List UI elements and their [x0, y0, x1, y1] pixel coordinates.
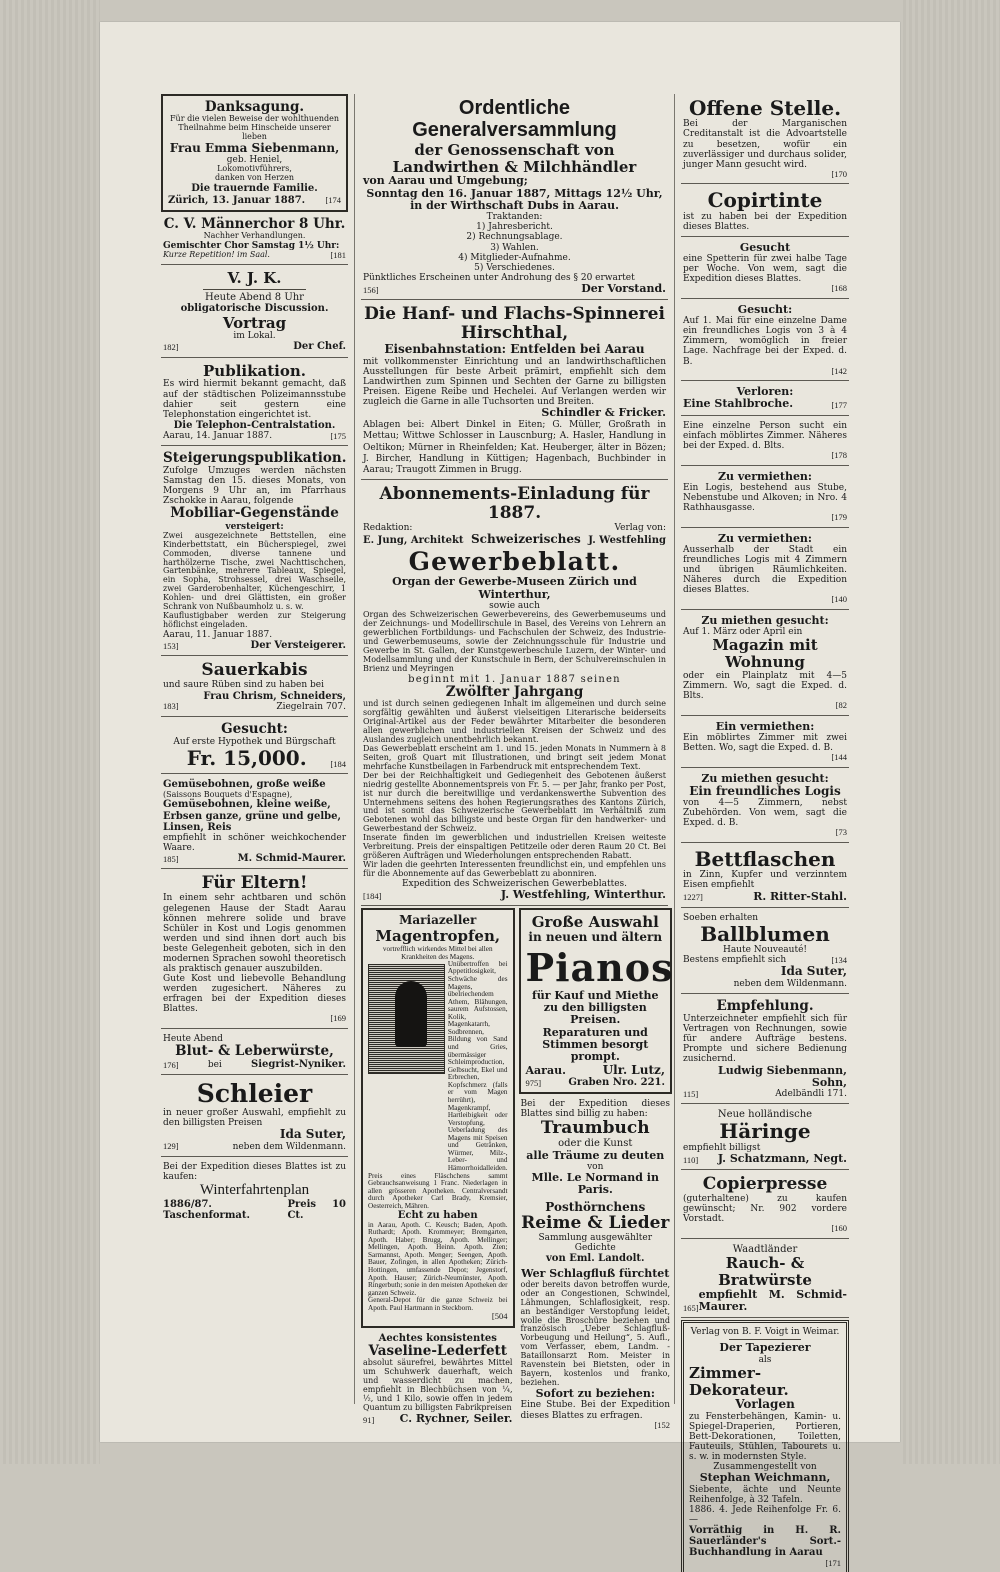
divider [203, 289, 306, 290]
station-line: Eisenbahnstation: Entfelden bei Aarau [363, 343, 666, 356]
ad-number: [142 [683, 367, 847, 377]
ad-ballblumen [681, 910, 849, 994]
ad-body: Für die vielen Beweise der wohlthuenden Theilnahme beim Hinscheide unserer lieben [168, 115, 341, 142]
von-label: von [521, 1162, 671, 1172]
ad-heading: Zimmer-Dekorateur. [689, 1365, 841, 1399]
deceased-name: Frau Emma Siebenmann, [168, 142, 341, 155]
ad-line-1: Der Tapezierer [689, 1342, 841, 1354]
ad-body: ist zu haben bei der Expedition dieses Blattes. [683, 212, 847, 232]
book-author: Mlle. Le Normand in Paris. [521, 1172, 671, 1197]
ad-line-4: Erbsen ganze, grüne und gelbe, [163, 811, 346, 822]
ad-body-2: oder ein Plainplatz mit 4—5 Zimmern. Wo, sagt die Exped. d. Blts. [683, 671, 847, 701]
ad-heading: Ballblumen [683, 923, 847, 945]
ad-number: [179 [683, 513, 847, 523]
ad-heading: Pianos [526, 949, 666, 987]
signer: Die Telephon-Centralstation. [163, 420, 346, 431]
ad-winterfahrtenplan [161, 1159, 348, 1225]
seller-name: Ulr. Lutz, [603, 1064, 665, 1077]
seller-name: Ida Suter, [683, 965, 847, 978]
expedition-line: Expedition des Schweizerischen Gewerbeblattes. [363, 879, 666, 889]
ad-body: Auf 1. Mai für eine einzelne Dame ein freundliches Logis von 3 à 4 Zimmern, womöglich in freier Lage. Nachfrage bei der Exped. d. B. [683, 316, 847, 366]
ad-number: [504 [368, 1312, 508, 1322]
newspaper-page [100, 22, 900, 1442]
ad-subheading: vortrefflich wirkendes Mittel bei allen Krankheiten des Magens. [368, 945, 508, 961]
ad-heading: Zu miethen gesucht: [683, 615, 847, 627]
ad-heading: Gesucht [683, 242, 847, 254]
ad-body: Bestens empfiehlt sich [683, 955, 786, 965]
ad-heading: Danksagung. [168, 100, 341, 115]
ad-line-1: Große Auswahl [526, 914, 666, 931]
jahrgang: Zwölfter Jahrgang [363, 685, 666, 700]
ad-body-4: Der bei der Reichhaltigkeit und Gediegenheit des Gebotenen äußerst niedrig gestellte Abonnementspreis von Fr. 5. — per Jahr, franko per Post, ist nur durch die bereitwillige und verdankenswerthe Subvention des Unternehmens seitens des hohen Regierungsrathes des Kantons Zürich, und ist somit das Schweizerische Gewerbeblatt im Verhältniß zum Gebotenen wohl das billigste und beste Organ für den handwerker- und Gewerbestand der Schweiz. [363, 772, 666, 835]
ad-body: Es wird hiermit bekannt gemacht, daß auf der städtischen Polizeimannsstube dahier seit gestern eine Telephonstation eingerichtet ist. [163, 379, 346, 419]
ad-heading: Sauerkabis [163, 661, 346, 680]
ad-heading: V. J. K. [163, 270, 346, 287]
agenda-title: Traktanden: [363, 212, 666, 222]
ad-number: [177 [831, 401, 847, 411]
ad-body: In einem sehr achtbaren und schön gelegenen Hause der Stadt Aarau können mehrere solide und brave Schüler in Kost und Logis genommen werden und sind ihnen dort auch bis beste Gelegenheit geboten, sich in den modernen Sprachen sowohl theoretisch als praktisch genauer auszubilden. [163, 893, 346, 974]
redaktion-label: Redaktion: [363, 523, 412, 533]
ad-body-3: Das Gewerbeblatt erscheint am 1. und 15. jeden Monats in Nummern à 8 Seiten, groß Quart mit Illustrationen, und bringt seit jedem Monat mehrfache Kunstbeilagen in Farbendruck mit entsprechendem Text. [363, 745, 666, 772]
seller-name: Frau Chrism, Schneiders, [163, 691, 346, 702]
ad-heading: Zu miethen gesucht: [683, 773, 847, 785]
ad-subheading-2: von Aarau und Umgebung; [363, 174, 528, 187]
ad-line-1: Heute Abend 8 Uhr [163, 292, 346, 303]
ad-line-2: als [689, 1355, 841, 1365]
ad-line-1: Gemüsebohnen, große weiße [163, 779, 346, 790]
divider [729, 1339, 801, 1340]
column-right [675, 94, 855, 1404]
begin-line: beginnt mit 1. Januar 1887 seinen [363, 674, 666, 685]
stock-line: Vorräthig in H. R. Sauerländer's Sort.-Buchhandlung in Aarau [689, 1525, 841, 1559]
ad-heading: Abonnements-Einladung für 1887. [363, 485, 666, 523]
ad-copierpresse [681, 1172, 849, 1239]
columns-container [155, 94, 855, 1404]
ad-gesucht-logis [681, 301, 849, 381]
seller-address: neben dem Wildenmann. [233, 1142, 346, 1152]
ad-number: [140 [683, 595, 847, 605]
ad-number: 110] [683, 1156, 698, 1166]
ad-line-2: Gemischter Chor Samstag 1½ Uhr: [163, 241, 346, 251]
ad-heading: Steigerungspublikation. [163, 451, 346, 466]
agenda-item: 1) Jahresbericht. [363, 222, 666, 232]
ad-heading: Ein vermiethen: [683, 721, 847, 733]
agenda-item: 5) Verschiedenes. [363, 263, 666, 273]
ad-number: 153] [163, 642, 179, 652]
ad-subheading-2: versteigert: [163, 522, 346, 532]
place-date: Zürich, 13. Januar 1887. [168, 195, 305, 206]
ad-number: [82 [683, 701, 847, 711]
ad-number: [73 [683, 828, 847, 838]
ad-body: empfiehlt billigst [683, 1143, 847, 1153]
signer: empfiehlt M. Schmid-Maurer. [699, 1289, 847, 1314]
column-left [155, 94, 355, 1404]
organ-line: Organ der Gewerbe-Museen Zürich und Winterthur, [363, 576, 666, 601]
ad-body: Bei der Marganischen Creditanstalt ist die Advoartstelle zu besetzen, wofür ein zuverlässiger und durchaus solider, junger Mann gesucht wird. [683, 119, 847, 169]
ad-subheading: der Genossenschaft von Landwirthen & Milchhändler [363, 142, 666, 176]
ad-heading: Vaseline-Lederfett [363, 1344, 513, 1359]
publication-title: Gewerbeblatt. [363, 548, 666, 576]
ad-number: [175 [330, 432, 346, 442]
madonna-illustration [368, 964, 445, 1074]
signer: R. Ritter-Stahl. [753, 891, 847, 903]
ad-number: [170 [683, 170, 847, 180]
ad-body: in neuer großer Auswahl, empfiehlt zu den billigsten Preisen [163, 1108, 346, 1128]
ad-steigerungspublikation [161, 448, 348, 656]
book-title-3: Wer Schlagfluß fürchtet [521, 1268, 671, 1280]
ad-heading: Schleier [163, 1080, 346, 1108]
price-line: 1886. 4. Jede Reihenfolge Fr. 6. — [689, 1505, 841, 1525]
ad-heading: Rauch- & Bratwürste [683, 1255, 847, 1289]
page-margin-left [0, 0, 100, 1464]
ad-body: Unübertroffen bei Appetitlosigkeit, Schwäche des Magens, übelriechendem Athem, Blähungen, saurem Aufstossen, Kolik, Magenkatarrh, Sodbrennen, Bildung von Sand und Gries, übermässiger Schleimproduction, Gelbsucht, Ekel und Erbrechen, Kopfschmerz (falls er vom Magen herrührt), Magenkrampf, Hartleibigkeit oder Verstopfung, Ueberladung des Magens mit Speisen und Getränken, Würmer, Milz-, Leber- und Hämorrhoidalleiden. [448, 961, 508, 1173]
ad-abonnement-gewerbeblatt [361, 482, 668, 907]
sowie-line: sowie auch [363, 601, 666, 611]
book-sub-2: alle Träume zu deuten [521, 1150, 671, 1162]
ad-body: empfiehlt in schöner weichkochender Waare. [163, 833, 346, 853]
ad-pianos [519, 908, 673, 1094]
seller-address: neben dem Wildenmann. [683, 979, 847, 989]
signer: J. Westfehling, Winterthur. [501, 889, 666, 901]
ad-line-2: (Saissons Bouquets d'Espagne), [163, 791, 346, 800]
ad-body-2: und ist durch seinen gediegenen Inhalt im allgemeinen und durch seine sorgfältig gewählten und äußerst vielseitigen Literarische beiderseits Original-Artikel aus der Feder bewährter Mitarbeiter die besonderen allen gewerblichen und industriellen Kreisen der Schweiz und des Auslandes zugleich unentbehrlich bekannt. [363, 700, 666, 745]
ad-line-1: Soeben erhalten [683, 913, 847, 923]
ad-blut-leberwuerste [161, 1031, 348, 1075]
place-date: Aarau, 11. Januar 1887. [163, 630, 346, 640]
ad-body: von 4—5 Zimmern, nebst Zubehörden. Von wem, sagt die Exped. d. B. [683, 798, 847, 828]
publication-country: Schweizerisches [464, 533, 589, 546]
ad-body: Zufolge Umzuges werden nächsten Samstag den 15. dieses Monats, von Morgens 9 Uhr an, im Pfarrhaus Zschokke in Aarau, folgende [163, 466, 346, 506]
ad-heading: Bettflaschen [683, 848, 847, 870]
agents-list: Albert Dinkel in Eiten; G. Müller, Großrath in Mettau; Wittwe Schlosser in Lauscnburg; A. Hasler, Handlung in Oeltikon; Mürner in Rheinfelden; Kat. Heuberger, älter in Bözen; J. Bircher, Handlung in Küttigen; Hagenbach, Buchbinder in Aarau; Traugott Zimmen in Brugg. [363, 420, 666, 474]
ad-heading: Empfehlung. [683, 999, 847, 1014]
signer: Schindler & Fricker. [363, 407, 666, 419]
ad-body-3: Siebente, ächte und Neunte Reihenfolge, à 32 Tafeln. [689, 1485, 841, 1505]
ad-body: Auf erste Hypothek und Bürgschaft [163, 737, 346, 747]
ad-mariazeller-magentropfen [361, 908, 515, 1327]
ad-heading: Die Hanf- und Flachs-Spinnerei Hirschthal, [363, 305, 666, 343]
ad-number: 91] [363, 1416, 374, 1426]
ad-line-5: Linsen, Reis [163, 822, 346, 833]
ad-gesucht-spetterin [681, 239, 849, 299]
ad-copirtinte [681, 186, 849, 237]
signer: Siegrist-Nyniker. [251, 1059, 346, 1070]
einladung-text: Wir laden die geehrten Interessenten freundlichst ein, und empfehlen uns für die Abonnemente auf das Gewerbeblatt zu abonniren. [363, 861, 666, 879]
ad-heading: Magentropfen, [368, 928, 508, 945]
ad-line-4: im Lokal. [163, 331, 346, 341]
ad-number: 185] [163, 855, 179, 865]
ad-vjk [161, 267, 348, 357]
ad-title: Ein freundliches Logis [683, 785, 847, 798]
ad-body: für Kauf und Miethe zu den billigsten Preisen. [526, 990, 666, 1027]
ad-heading: Gesucht: [163, 722, 346, 737]
thanks-text: danken von Herzen [168, 174, 341, 183]
ad-offene-stelle [681, 94, 849, 184]
ad-number: 115] [683, 1090, 698, 1100]
ad-gesucht-zimmer [681, 418, 849, 466]
depot-title: Echt zu haben [368, 1210, 508, 1221]
ad-body: Ausserhalb der Stadt ein freundliches Logis mit 4 Zimmern und übrigen Räumlichkeiten. Näheres durch die Expedition dieses Blattes. [683, 545, 847, 595]
ad-number: 975] [526, 1079, 542, 1089]
ad-note: Pünktliches Erscheinen unter Androhung des § 20 erwartet [363, 273, 666, 283]
ad-body: Ein möblirtes Zimmer mit zwei Betten. Wo, sagt die Exped. d. B. [683, 733, 847, 753]
ad-body: absolut säurefrei, bewährtes Mittel um Schuhwerk dauerhaft, weich und wasserdicht zu machen, empfiehlt in Blechbüchsen von ¼, ½, und 1 Kilo, sowie offen in jedem Quantum zu billigsten Fabrikpreisen [363, 1359, 513, 1413]
ad-number: [144 [683, 753, 847, 763]
agenda-item: 2) Rechnungsablage. [363, 232, 666, 242]
ad-rauch-bratwuerste [681, 1241, 849, 1318]
ad-number: [169 [163, 1014, 346, 1024]
ad-gesucht-hypothek [161, 719, 348, 775]
ad-line-3: Gemüsebohnen, kleine weiße, [163, 799, 346, 810]
ad-number: [160 [683, 1224, 847, 1234]
city: Aarau. [526, 1065, 566, 1077]
signer: C. Rychner, Seiler. [400, 1413, 513, 1425]
ad-spinnerei [361, 302, 668, 480]
ad-body: mit vollkommenster Einrichtung und an landwirthschaftlichen Ausstellungen für beste Arbeit prämirt, empfiehlt sich dem Landwirthen zum Spinnen und Sechten der Garne zu billigsten Preisen. Eigene Reibe und Hechelei. Auf Verlangen werden wir zugleich die Garne in alle Tuchsorten und Breiten. [363, 357, 666, 407]
ad-number: [174 [325, 196, 341, 206]
agenda-item: 4) Mitglieder-Aufnahme. [363, 253, 666, 263]
inserate-info: Inserate finden im gewerblichen und industriellen Kreisen weiteste Verbreitung. Preis der einspaltigen Petitzeile oder deren Raum 20 Ct. Bei größeren Aufträgen und Wiederholungen entsprechenden Rabatt. [363, 834, 666, 861]
ad-haeringe [681, 1106, 849, 1170]
signer: Die trauernde Familie. [168, 183, 341, 194]
ad-body: Eine Stahlbroche. [683, 398, 793, 410]
ad-number: 176] [163, 1061, 179, 1071]
ad-body: Eine einzelne Person sucht ein einfach möblirtes Zimmer. Näheres bei der Exped. d. Blts. [683, 421, 847, 451]
general-depot: General-Depot für die ganze Schweiz bei Apoth. Paul Hartmann in Steckborn. [368, 1297, 508, 1312]
book-title: Traumbuch [521, 1119, 671, 1138]
ad-body: eine Spetterin für zwei halbe Tage per Woche. Von wem, sagt die Expedition dieses Blattes. [683, 254, 847, 284]
signer: Der Vorstand. [581, 283, 666, 295]
ad-schleier [161, 1077, 348, 1157]
signer: Ludwig Siebenmann, Sohn, [683, 1065, 847, 1090]
ad-heading: C. V. Männerchor 8 Uhr. [163, 217, 346, 232]
ad-body-2: Zwei ausgezeichnete Bettstellen, eine Kinderbettstatt, ein Bücherspiegel, zwei Commoden, diverse tannene und harthölzerne Tische, zwei Nachttischchen, Gartenbänke, mehrere Tableaux, Spiegel, ein Sopha, Strohsessel, drei Waschseile, zwei Garderobenhalter, Küchengeschirr, 1 Kohlen- und drei Glättisten, ein großer Schrank von Nußbaumholz u. s. w. [163, 532, 346, 613]
ad-heading: Verloren: [683, 386, 847, 398]
signer: Der Versteigerer. [251, 640, 346, 651]
ad-line-1: Aechtes konsistentes [363, 1333, 513, 1344]
ad-title: Magazin mit Wohnung [683, 637, 847, 671]
ad-body: Unterzeichneter empfiehlt sich für Vertragen von Rechnungen, sowie für andere Aufträge bestens. Prompte und sichere Bedienung zusichernd. [683, 1014, 847, 1064]
verlag-name: J. Westfehling [588, 535, 666, 546]
author: Stephan Weichmann, [689, 1472, 841, 1484]
sofort-line: Sofort zu beziehen: [521, 1388, 671, 1400]
ad-number: [184 [330, 760, 346, 770]
ad-body-1: Organ des Schweizerischen Gewerbevereins, des Gewerbemuseums und der Zeichnungs- und Modellirschule in Basel, des Vereins von Lehrern an gewerblichen Fortbildungs- und Fachschulen der Schweiz, des Industrie- und Gewerbemuseums, sowie der Zeichnungsschule für Industrie und Gewerbe in St. Gallen, der Kunstgewerbeschule Luzern, der Winter- und Modellsammlung und der Kunstschule in Bern, der Schulvereinschulen in Brienz und Meyringen [363, 611, 666, 674]
ad-heading: Copirtinte [683, 189, 847, 211]
ad-fuer-eltern [161, 871, 348, 1028]
ad-publikation [161, 360, 348, 446]
ad-heading: Blut- & Leberwürste, [163, 1044, 346, 1059]
ad-line-1: 1886/87. Taschenformat. [163, 1199, 287, 1221]
ad-body: in Zinn, Kupfer und verzinntem Eisen empfiehlt [683, 870, 847, 890]
ad-line-2: in neuen und ältern [526, 931, 666, 944]
page-margin-right [900, 0, 1000, 1464]
ad-heading: Häringe [683, 1120, 847, 1142]
ad-generalversammlung [361, 94, 668, 300]
ad-line-3: Kurze Repetition! im Saal. [163, 251, 270, 260]
ad-body: (guterhaltene) zu kaufen gewünscht; Nr. 902 vordere Vorstadt. [683, 1194, 847, 1224]
ad-number: 129] [163, 1142, 179, 1152]
ad-number: 165] [683, 1304, 699, 1314]
ad-danksagung [161, 94, 348, 212]
ad-number: 1227] [683, 893, 703, 903]
ad-mid: bei [208, 1060, 222, 1070]
ad-sauerkabis [161, 658, 348, 716]
seller-name: Ida Suter, [163, 1128, 346, 1141]
ad-line-1: Waadtländer [683, 1244, 847, 1255]
ad-gemuesebohnen [161, 776, 348, 869]
ad-number: [168 [683, 284, 847, 294]
ad-line: Eine Stube. Bei der Expedition dieses Blattes zu erfragen. [521, 1400, 671, 1420]
ad-body: Ein Logis, bestehend aus Stube, Nebenstube und Alkoven; in Nro. 4 Rathhausgasse. [683, 483, 847, 513]
ad-heading: Publikation. [163, 363, 346, 380]
signer: J. Schatzmann, Negt. [718, 1153, 847, 1165]
ad-number: [152 [521, 1421, 671, 1431]
book-author-2: von Eml. Landolt. [521, 1253, 671, 1264]
ad-number: [181 [330, 251, 346, 261]
agenda-item: 3) Wahlen. [363, 243, 666, 253]
depot-list: in Aarau, Apoth. C. Keusch; Baden, Apoth. Ruthardt; Apoth. Krommeyer; Bremgarten, Apoth. Haber; Brugg, Apoth. Mellinger; Mellingen, Apoth. Heinn. Apoth. Zten; Sarmannst, Apoth. Menger; Seengen, Apoth. Bauer, Zofingen, in allen Apotheken; Zürich-Hottingen, umfassende Depot; Jegenstorf, Apoth. Hauser; Zürich-Neumünster, Apoth. Ringerbuth; sonie in den meisten Apotheken der ganzen Schweiz. [368, 1222, 508, 1298]
verlag-line: Verlag von B. F. Voigt in Weimar. [689, 1327, 841, 1337]
ad-heading: Ordentliche Generalversammlung [363, 97, 666, 142]
ad-number: 182] [163, 343, 179, 353]
ad-zu-miethen-gesucht [681, 612, 849, 716]
ad-line-1: Nachher Verhandlungen. [163, 232, 346, 241]
ad-line-2: obligatorische Discussion. [163, 303, 346, 314]
ad-body: und saure Rüben sind zu haben bei [163, 680, 346, 690]
book-sub-3: Sammlung ausgewählter Gedichte [521, 1233, 671, 1253]
book-title-2-pre: Posthörnchens [521, 1201, 671, 1214]
amount: Fr. 15,000. [187, 747, 307, 769]
ad-vaseline-lederfett [361, 1330, 515, 1429]
deceased-role: Lokomotivführers, [168, 165, 341, 174]
column-center [355, 94, 675, 1404]
ad-empfehlung [681, 996, 849, 1104]
verlag-label: Verlag von: [615, 523, 667, 533]
book-title-2: Reime & Lieder [521, 1214, 671, 1233]
ad-subheading: Vorlagen [689, 1398, 841, 1411]
ad-heading: Für Eltern! [163, 874, 346, 893]
ad-heading: Copierpresse [683, 1175, 847, 1194]
ad-heading: Zu vermiethen: [683, 471, 847, 483]
ad-heading: Offene Stelle. [683, 97, 847, 119]
ad-heading: Gesucht: [683, 304, 847, 316]
ad-intro: Bei der Expedition dieses Blattes sind billig zu haben: [521, 1099, 671, 1119]
repair-note: Reparaturen und Stimmen besorgt prompt. [526, 1027, 666, 1064]
price-info: Preis eines Fläschchens sammt Gebrauchsanweisung 1 Franc. Niederlagen in allen grösseren Apotheken. Centralversandt durch Apotheker Carl Brady, Kremsier, Oesterreich, Mähren. [368, 1173, 508, 1211]
signer: Der Chef. [293, 341, 346, 352]
ad-line-1: Heute Abend [163, 1034, 346, 1044]
signer: M. Schmid-Maurer. [238, 853, 346, 864]
ad-subheading: Mobiliar-Gegenstände [163, 506, 346, 521]
ad-zu-vermiethen-2 [681, 530, 849, 610]
ad-bettflaschen [681, 845, 849, 908]
redaktion-name: E. Jung, Architekt [363, 535, 464, 546]
ad-body-2: Gute Kost und liebevolle Behandlung werden zugesichert. Näheres zu erfragen bei der Expedition dieses Blattes. [163, 974, 346, 1014]
ad-body-3: Kauflustigbaber werden zur Steigerung höflichst eingeladen. [163, 612, 346, 630]
ad-number: 183] [163, 702, 179, 712]
ad-number: [178 [683, 451, 847, 461]
signer-address: Adelbändli 171. [775, 1089, 847, 1099]
ad-verloren [681, 383, 849, 416]
ad-number: 156] [363, 286, 379, 296]
ad-cv-maennerchor [161, 214, 348, 266]
meeting-when: Sonntag den 16. Januar 1887, Mittags 12½ Uhr, in der Wirthschaft Dubs in Aarau. [363, 188, 666, 213]
ad-heading: Winterfahrtenplan [163, 1182, 346, 1199]
ad-body-3: oder bereits davon betroffen wurde, oder an Congestionen, Schwindel, Lähmungen, Schlaflosigkeit, resp. an beständiger Verstopfung leidet, wolle die Broschüre beziehen und französisch „Ueber Schlagfluß-Vorbeugung und Heilung“, 5. Aufl., vom Verfasser, ebem, Landm. - Bataillonsarzt Rom. Meister in Ravenstein bei Bietsten, oder in Bayern, kostenlos und franko, beziehen. [521, 1281, 671, 1388]
ad-line-2: Haute Nouveauté! [683, 945, 847, 955]
book-sub: oder die Kunst [521, 1138, 671, 1149]
agents-intro: Ablagen bei: [363, 420, 424, 430]
ad-zu-vermiethen-3 [681, 718, 849, 768]
ad-number: [171 [689, 1559, 841, 1569]
ad-body: zu Fensterbehängen, Kamin- u. Spiegel-Draperien, Portieren, Bett-Dekorationen, Toiletten, Fauteuils, Stühlen, Tabourets u. s. w. in modernsten Style. [689, 1412, 841, 1462]
seller-address: Graben Nro. 221. [568, 1077, 665, 1088]
ad-traumbuch [519, 1096, 673, 1434]
ad-number: [184] [363, 892, 381, 902]
ad-zu-miethen-gesucht-2 [681, 770, 849, 844]
ad-body: Bei der Expedition dieses Blattes ist zu kaufen: [163, 1162, 346, 1182]
ad-line-1: Mariazeller [368, 914, 508, 927]
ad-heading: Zu vermiethen: [683, 533, 847, 545]
ad-zimmer-dekorateur [681, 1320, 849, 1572]
ad-body-2: Zusammengestellt von [689, 1462, 841, 1472]
ad-zu-vermiethen-1 [681, 468, 849, 528]
seller-address: Ziegelrain 707. [276, 702, 346, 712]
deceased-maiden: geb. Heniel, [168, 155, 341, 165]
place-date: Aarau, 14. Januar 1887. [163, 431, 272, 441]
ad-body: Auf 1. März oder April ein [683, 627, 847, 637]
ad-line-1: Neue holländische [683, 1109, 847, 1120]
ad-line-3: Vortrag [163, 315, 346, 332]
ad-number: [134 [831, 956, 847, 966]
ad-line-2: Preis 10 Ct. [287, 1199, 346, 1221]
